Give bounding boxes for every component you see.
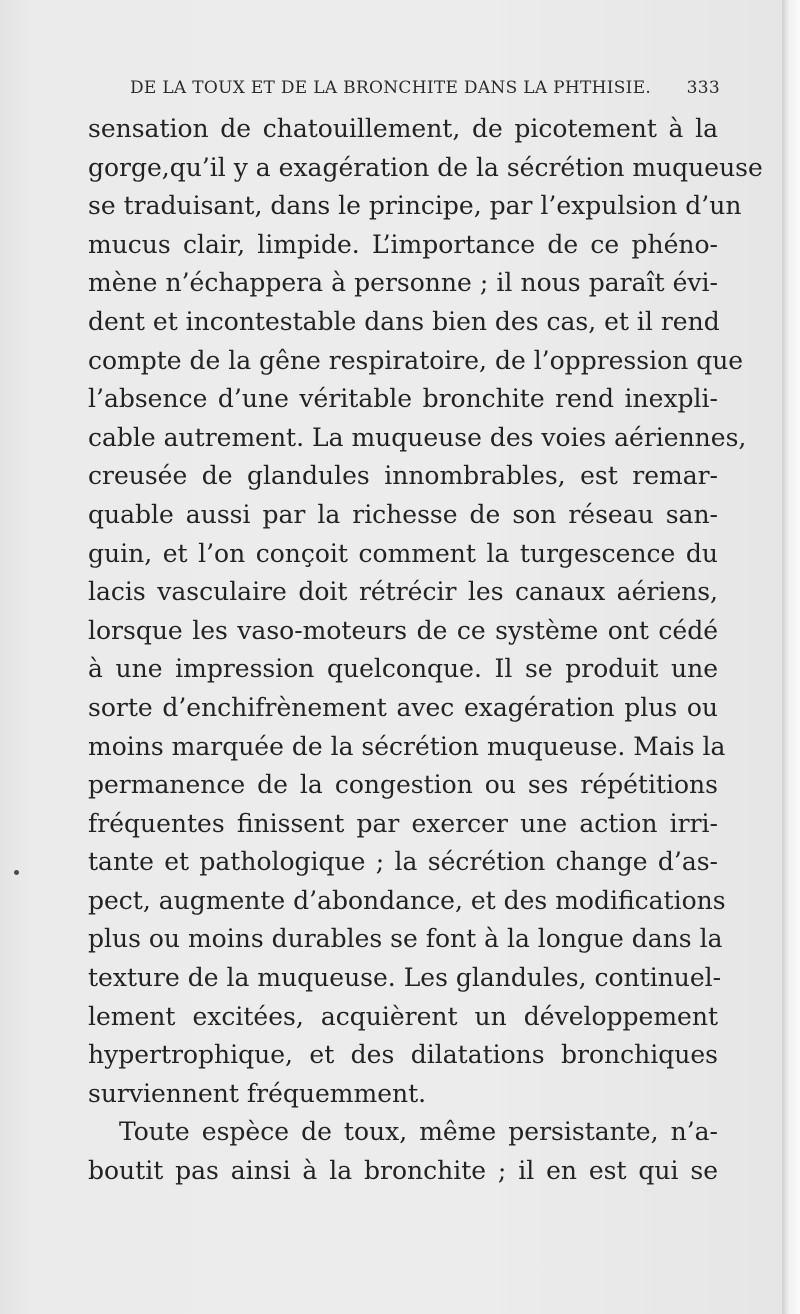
text-line: l’absence d’une véritable bronchite rend inexpli- bbox=[88, 384, 718, 414]
text-line: à une impression quelconque. Il se produit une bbox=[88, 654, 718, 684]
text-line: se traduisant, dans le principe, par l’expulsion d’un bbox=[88, 191, 742, 221]
text-line: compte de la gêne respiratoire, de l’oppression que bbox=[88, 345, 744, 375]
text-line: plus ou moins durables se font à la longue dans la bbox=[88, 924, 723, 954]
paragraph-1 bbox=[88, 110, 763, 1113]
text-line: moins marquée de la sécrétion muqueuse. Mais la bbox=[88, 731, 726, 761]
text-line: mène n’échappera à personne ; il nous paraît évi- bbox=[88, 268, 718, 298]
body-text bbox=[88, 110, 763, 1191]
margin-speck bbox=[14, 870, 19, 875]
text-line: creusée de glandules innombrables, est remar- bbox=[88, 461, 718, 491]
text-line: cable autrement. La muqueuse des voies aériennes, bbox=[88, 422, 747, 452]
page-number: 333 bbox=[686, 78, 720, 98]
running-title: DE LA TOUX ET DE LA BRONCHITE DANS LA PHTHISIE. bbox=[130, 78, 652, 98]
text-line: texture de la muqueuse. Les glandules, continuel- bbox=[88, 963, 722, 993]
text-line: sensation de chatouillement, de picotement à la bbox=[88, 114, 718, 143]
text-line: boutit pas ainsi à la bronchite ; il en est qui se bbox=[88, 1156, 718, 1186]
text-line: pect, augmente d’abondance, et des modifications bbox=[88, 885, 726, 915]
text-line: quable aussi par la richesse de son réseau san- bbox=[88, 499, 718, 529]
text-line: permanence de la congestion ou ses répétitions bbox=[88, 770, 718, 800]
page-edge bbox=[782, 0, 800, 1314]
paragraph-2 bbox=[88, 1113, 718, 1190]
text-line: lacis vasculaire doit rétrécir les canaux aériens, bbox=[88, 577, 718, 607]
text-line: guin, et l’on conçoit comment la turgescence du bbox=[88, 538, 718, 568]
text-line: surviennent fréquemment. bbox=[88, 1078, 427, 1108]
text-line: gorge,qu’il y a exagération de la sécrétion muqueuse bbox=[88, 152, 763, 182]
text-line: lorsque les vaso-moteurs de ce système ont cédé bbox=[88, 615, 718, 645]
text-line: lement excitées, acquièrent un développement bbox=[88, 1001, 718, 1031]
text-line: Toute espèce de toux, même persistante, n’a- bbox=[119, 1117, 718, 1147]
text-line: sorte d’enchifrènement avec exagération plus ou bbox=[88, 692, 718, 722]
text-line: fréquentes finissent par exercer une action irri- bbox=[88, 808, 718, 838]
page-header bbox=[115, 72, 720, 104]
text-line: tante et pathologique ; la sécrétion change d’as- bbox=[88, 847, 718, 877]
text-line: mucus clair, limpide. L’importance de ce phéno- bbox=[88, 229, 718, 259]
text-line: hypertrophique, et des dilatations bronchiques bbox=[88, 1040, 718, 1070]
text-line: dent et incontestable dans bien des cas, et il rend bbox=[88, 306, 720, 336]
